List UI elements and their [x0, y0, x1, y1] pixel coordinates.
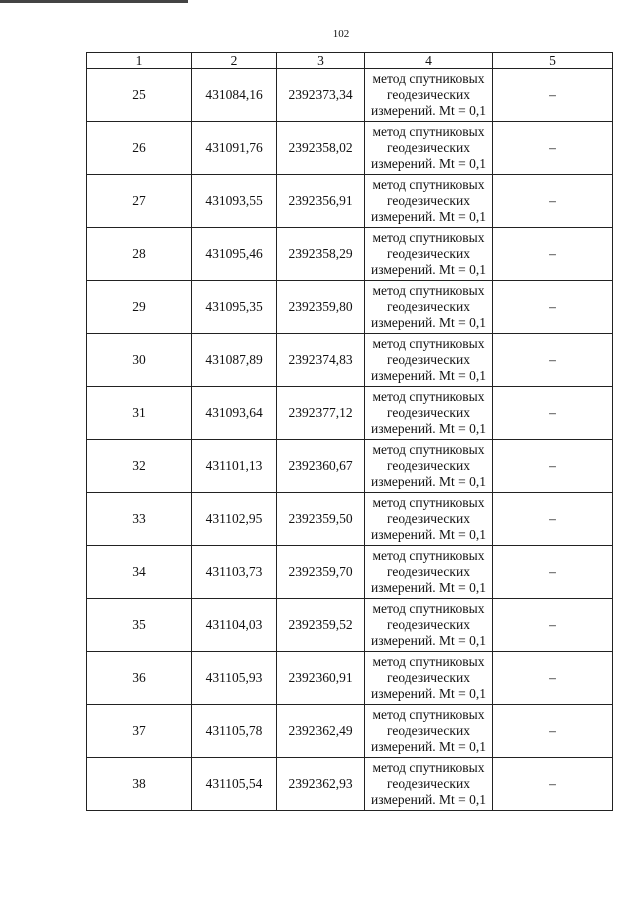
method-line: метод спутниковых [372, 495, 485, 510]
x-coordinate-cell: 431105,78 [192, 705, 277, 758]
page-number: 102 [332, 28, 350, 40]
coordinates-table [86, 52, 613, 811]
method-line: измерений. Mt = 0,1 [370, 156, 487, 171]
method-line: метод спутниковых [372, 548, 485, 563]
y-coordinate-cell: 2392362,49 [277, 705, 365, 758]
table-row [87, 758, 613, 811]
header-col-2: 2 [192, 53, 277, 69]
method-line: геодезических [387, 246, 470, 261]
note-cell: – [493, 652, 613, 705]
method-line: метод спутниковых [372, 654, 485, 669]
point-number-cell: 33 [87, 493, 192, 546]
point-number-cell: 38 [87, 758, 192, 811]
header-row [87, 53, 613, 69]
note-cell: – [493, 175, 613, 228]
x-coordinate-cell: 431105,54 [192, 758, 277, 811]
table-body [87, 69, 613, 811]
method-cell [365, 334, 493, 387]
table-row [87, 69, 613, 122]
y-coordinate-cell: 2392360,91 [277, 652, 365, 705]
x-coordinate-cell: 431091,76 [192, 122, 277, 175]
point-number-cell: 30 [87, 334, 192, 387]
method-line: метод спутниковых [372, 283, 485, 298]
x-coordinate-cell: 431093,55 [192, 175, 277, 228]
table-row [87, 122, 613, 175]
x-coordinate-cell: 431095,46 [192, 228, 277, 281]
header-col-5: 5 [493, 53, 613, 69]
table-row [87, 387, 613, 440]
table-row [87, 334, 613, 387]
method-line: геодезических [387, 405, 470, 420]
y-coordinate-cell: 2392373,34 [277, 69, 365, 122]
method-cell [365, 599, 493, 652]
method-line: геодезических [387, 564, 470, 579]
x-coordinate-cell: 431101,13 [192, 440, 277, 493]
note-cell: – [493, 546, 613, 599]
method-cell [365, 387, 493, 440]
method-line: метод спутниковых [372, 601, 485, 616]
method-line: измерений. Mt = 0,1 [370, 633, 487, 648]
method-cell [365, 175, 493, 228]
method-cell [365, 281, 493, 334]
table-row [87, 493, 613, 546]
method-line: метод спутниковых [372, 71, 485, 86]
x-coordinate-cell: 431104,03 [192, 599, 277, 652]
note-cell: – [493, 334, 613, 387]
note-cell: – [493, 440, 613, 493]
point-number-cell: 27 [87, 175, 192, 228]
table-row [87, 175, 613, 228]
method-line: геодезических [387, 776, 470, 791]
method-line: измерений. Mt = 0,1 [370, 103, 487, 118]
x-coordinate-cell: 431087,89 [192, 334, 277, 387]
method-line: измерений. Mt = 0,1 [370, 580, 487, 595]
method-line: измерений. Mt = 0,1 [370, 368, 487, 383]
note-cell: – [493, 69, 613, 122]
top-rule [0, 0, 188, 3]
y-coordinate-cell: 2392359,52 [277, 599, 365, 652]
table-row [87, 599, 613, 652]
x-coordinate-cell: 431105,93 [192, 652, 277, 705]
point-number-cell: 35 [87, 599, 192, 652]
note-cell: – [493, 122, 613, 175]
point-number-cell: 32 [87, 440, 192, 493]
y-coordinate-cell: 2392359,50 [277, 493, 365, 546]
method-line: метод спутниковых [372, 124, 485, 139]
x-coordinate-cell: 431084,16 [192, 69, 277, 122]
method-line: метод спутниковых [372, 336, 485, 351]
method-line: геодезических [387, 299, 470, 314]
header-col-3: 3 [277, 53, 365, 69]
x-coordinate-cell: 431103,73 [192, 546, 277, 599]
method-cell [365, 69, 493, 122]
method-line: измерений. Mt = 0,1 [370, 474, 487, 489]
method-line: метод спутниковых [372, 707, 485, 722]
method-line: метод спутниковых [372, 230, 485, 245]
y-coordinate-cell: 2392362,93 [277, 758, 365, 811]
method-line: измерений. Mt = 0,1 [370, 262, 487, 277]
y-coordinate-cell: 2392374,83 [277, 334, 365, 387]
method-line: измерений. Mt = 0,1 [370, 315, 487, 330]
method-cell [365, 122, 493, 175]
x-coordinate-cell: 431093,64 [192, 387, 277, 440]
table-row [87, 705, 613, 758]
method-cell [365, 493, 493, 546]
y-coordinate-cell: 2392377,12 [277, 387, 365, 440]
method-cell [365, 652, 493, 705]
method-line: метод спутниковых [372, 760, 485, 775]
method-line: измерений. Mt = 0,1 [370, 686, 487, 701]
method-line: геодезических [387, 458, 470, 473]
x-coordinate-cell: 431102,95 [192, 493, 277, 546]
method-cell [365, 228, 493, 281]
table-row [87, 281, 613, 334]
note-cell: – [493, 228, 613, 281]
method-cell [365, 705, 493, 758]
y-coordinate-cell: 2392358,29 [277, 228, 365, 281]
method-line: геодезических [387, 140, 470, 155]
method-line: геодезических [387, 617, 470, 632]
method-line: измерений. Mt = 0,1 [370, 527, 487, 542]
point-number-cell: 37 [87, 705, 192, 758]
method-line: геодезических [387, 87, 470, 102]
method-line: геодезических [387, 352, 470, 367]
table-row [87, 440, 613, 493]
method-line: геодезических [387, 193, 470, 208]
table-header [87, 53, 613, 69]
method-line: измерений. Mt = 0,1 [370, 421, 487, 436]
point-number-cell: 28 [87, 228, 192, 281]
y-coordinate-cell: 2392358,02 [277, 122, 365, 175]
method-cell [365, 546, 493, 599]
y-coordinate-cell: 2392360,67 [277, 440, 365, 493]
table-row [87, 652, 613, 705]
y-coordinate-cell: 2392359,70 [277, 546, 365, 599]
point-number-cell: 31 [87, 387, 192, 440]
method-cell [365, 758, 493, 811]
header-col-4: 4 [365, 53, 493, 69]
point-number-cell: 34 [87, 546, 192, 599]
note-cell: – [493, 705, 613, 758]
method-line: метод спутниковых [372, 389, 485, 404]
note-cell: – [493, 493, 613, 546]
x-coordinate-cell: 431095,35 [192, 281, 277, 334]
table-row [87, 546, 613, 599]
note-cell: – [493, 281, 613, 334]
method-line: геодезических [387, 670, 470, 685]
method-cell [365, 440, 493, 493]
header-col-1: 1 [87, 53, 192, 69]
method-line: метод спутниковых [372, 442, 485, 457]
y-coordinate-cell: 2392359,80 [277, 281, 365, 334]
method-line: измерений. Mt = 0,1 [370, 739, 487, 754]
method-line: измерений. Mt = 0,1 [370, 792, 487, 807]
method-line: измерений. Mt = 0,1 [370, 209, 487, 224]
note-cell: – [493, 387, 613, 440]
note-cell: – [493, 758, 613, 811]
point-number-cell: 36 [87, 652, 192, 705]
point-number-cell: 29 [87, 281, 192, 334]
method-line: метод спутниковых [372, 177, 485, 192]
method-line: геодезических [387, 723, 470, 738]
method-line: геодезических [387, 511, 470, 526]
y-coordinate-cell: 2392356,91 [277, 175, 365, 228]
point-number-cell: 25 [87, 69, 192, 122]
note-cell: – [493, 599, 613, 652]
table-row [87, 228, 613, 281]
point-number-cell: 26 [87, 122, 192, 175]
